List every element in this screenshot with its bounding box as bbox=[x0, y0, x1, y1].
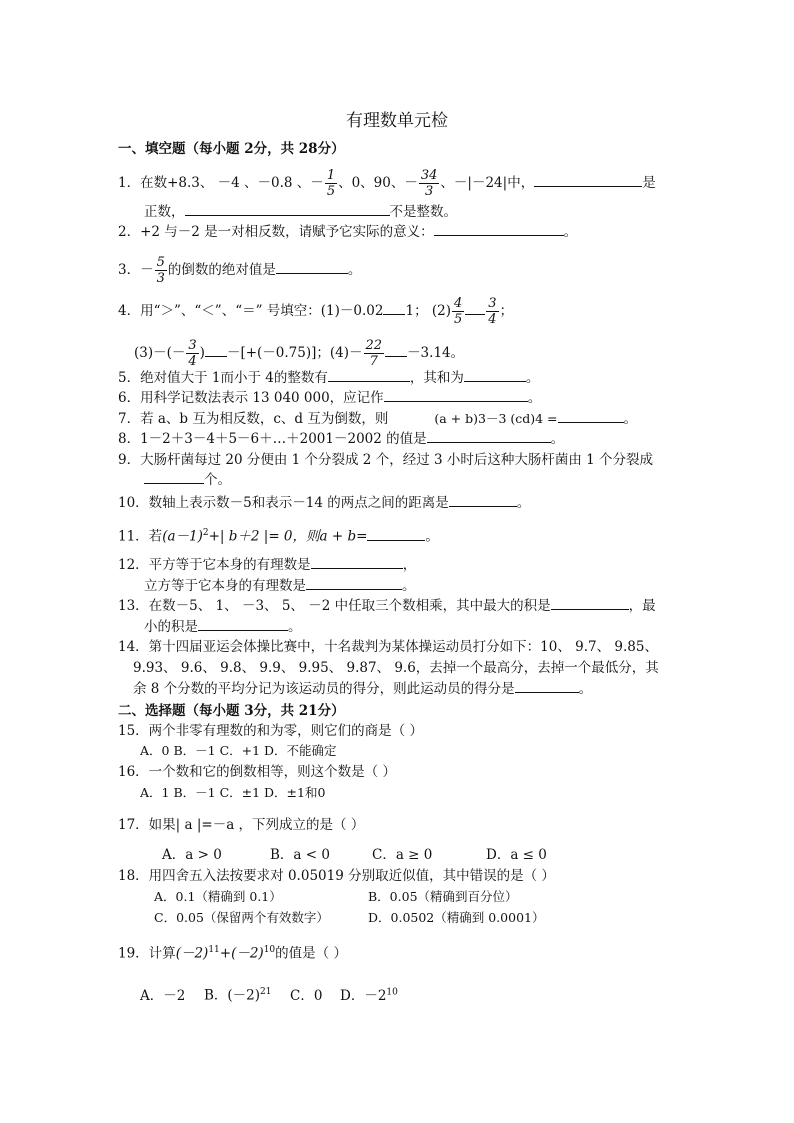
question-6: 6．用科学记数法表示 13 040 000，应记作 。 bbox=[118, 390, 542, 406]
question-2: 2．+2 与－2 是一对相反数，请赋予它实际的意义： 。 bbox=[118, 224, 578, 240]
fraction: $\frac{3}{4}$ bbox=[488, 296, 497, 327]
question-18-options-row1 bbox=[154, 888, 682, 906]
question-1-cont: 正数， 不是整数。 bbox=[144, 204, 457, 220]
question-18: 18．用四舍五入法按要求对 0.05019 分别取近似值，其中错误的是（ ） bbox=[118, 868, 555, 884]
question-15-options: A．0 B．－1 C．+1 D．不能确定 bbox=[140, 743, 337, 758]
answer-blank[interactable] bbox=[551, 597, 629, 610]
answer-blank[interactable] bbox=[306, 577, 402, 590]
question-4-cont: (3)－(－ $\frac{3}{4}$ ) －[+(－0.75)]；(4)－ $\frac{22}{7}$ －3.14。 bbox=[134, 338, 465, 369]
fraction: $\frac{4}{5}$ bbox=[454, 296, 463, 327]
question-3: 3．－ $\frac{5}{3}$ 的倒数的绝对值是 。 bbox=[118, 255, 362, 286]
question-7: 7．若 a、b 互为相反数，c、d 互为倒数，则 (a + b)3－3 (cd)4 = 。 bbox=[118, 411, 638, 427]
answer-blank[interactable] bbox=[465, 302, 485, 315]
question-15: 15．两个非零有理数的和为零，则它们的商是（ ） bbox=[118, 723, 423, 739]
document-title: 有理数单元检 bbox=[346, 111, 448, 131]
question-10: 10．数轴上表示数－5和表示－14 的两点之间的距离是 。 bbox=[118, 495, 531, 511]
option-c[interactable]: C．0 bbox=[290, 987, 323, 1004]
answer-blank[interactable] bbox=[434, 223, 564, 236]
answer-blank[interactable] bbox=[427, 430, 551, 443]
question-14-cont: 9.93、 9.6、 9.8、 9.9、 9.95、 9.87、 9.6，去掉一个最高分，去掉一个最低分，其 bbox=[133, 660, 659, 676]
option-d[interactable]: D．$-2^{10}$ bbox=[340, 987, 398, 1004]
question-1: 1．在数+8.3、 －4 、－0.8 、－ $\frac{1}{5}$ 、0、90、－ $\frac{34}{3}$ 、－|－24|中， 是 bbox=[118, 168, 656, 199]
answer-blank[interactable] bbox=[367, 528, 425, 541]
answer-blank[interactable] bbox=[185, 203, 390, 216]
section-choice-heading: 二、选择题（每小题 3分，共 21分） bbox=[118, 703, 345, 719]
option-b[interactable]: B．0.05（精确到百分位） bbox=[368, 889, 518, 904]
question-11: 11．若$(a-1)^2+|$ b＋2 |= 0，则a + b= 。 bbox=[118, 528, 439, 545]
fraction: $\frac{3}{4}$ bbox=[188, 338, 197, 369]
question-12-cont: 立方等于它本身的有理数是 。 bbox=[144, 578, 416, 594]
question-13: 13．在数－5、 1、 －3、 5、 －2 中任取三个数相乘，其中最大的积是 ，最 bbox=[118, 598, 656, 614]
answer-blank[interactable] bbox=[383, 302, 405, 315]
answer-blank[interactable] bbox=[515, 680, 579, 693]
answer-blank[interactable] bbox=[534, 174, 642, 187]
option-a[interactable]: A．0.1（精确到 0.1） bbox=[154, 889, 282, 904]
question-17-options bbox=[162, 846, 682, 864]
option-b[interactable]: B．a < 0 bbox=[270, 847, 330, 863]
answer-blank[interactable] bbox=[198, 618, 288, 631]
question-9: 9．大肠杆菌每过 20 分便由 1 个分裂成 2 个，经过 3 小时后这种大肠杆菌由 1 个分裂成 bbox=[118, 452, 654, 468]
question-16-options: A．1 B．－1 C．±1 D．±1和0 bbox=[140, 785, 326, 800]
answer-blank[interactable] bbox=[384, 389, 528, 402]
question-12: 12．平方等于它本身的有理数是 ， bbox=[118, 557, 417, 573]
answer-blank[interactable] bbox=[449, 494, 517, 507]
answer-blank[interactable] bbox=[385, 344, 407, 357]
answer-blank[interactable] bbox=[328, 369, 410, 382]
option-c[interactable]: C．a ≥ 0 bbox=[372, 847, 433, 863]
question-5: 5．绝对值大于 1而小于 4的整数有 ，其和为 。 bbox=[118, 370, 540, 386]
answer-blank[interactable] bbox=[205, 344, 227, 357]
answer-blank[interactable] bbox=[558, 410, 624, 423]
option-c[interactable]: C．0.05（保留两个有效数字） bbox=[154, 910, 329, 925]
option-a[interactable]: A．－2 bbox=[140, 987, 186, 1004]
option-a[interactable]: A．a > 0 bbox=[162, 847, 222, 863]
fraction: $\frac{22}{7}$ bbox=[365, 338, 383, 369]
question-19: 19．计算$(-2)^{11}+(-2)^{10}$的值是（ ） bbox=[118, 945, 347, 962]
question-18-options-row2 bbox=[154, 909, 682, 927]
fraction: $\frac{5}{3}$ bbox=[156, 255, 165, 286]
fraction: $\frac{1}{5}$ bbox=[326, 168, 336, 199]
question-13-cont: 小的积是 。 bbox=[144, 619, 302, 635]
question-16: 16．一个数和它的倒数相等，则这个数是（ ） bbox=[118, 764, 396, 780]
option-b[interactable]: B．$(-2)^{21}$ bbox=[204, 987, 272, 1004]
question-17: 17．如果| a |=－a ，下列成立的是（ ） bbox=[118, 817, 365, 833]
question-14: 14．第十四届亚运会体操比赛中，十名裁判为某体操运动员打分如下：10、 9.7、 9.85、 bbox=[118, 639, 658, 655]
answer-blank[interactable] bbox=[144, 471, 204, 484]
answer-blank[interactable] bbox=[276, 261, 348, 274]
answer-blank[interactable] bbox=[464, 369, 526, 382]
question-4: 4．用“＞”、“＜”、“＝” 号填空：(1)－0.02 1； (2) $\frac{4}{5}$ $\frac{3}{4}$ ； bbox=[118, 296, 514, 327]
question-8: 8．1－2＋3－4＋5－6＋…＋2001－2002 的值是 。 bbox=[118, 431, 565, 447]
option-d[interactable]: D．0.0502（精确到 0.0001） bbox=[368, 910, 545, 925]
question-14-cont2: 余 8 个分数的平均分记为该运动员的得分，则此运动员的得分是 。 bbox=[133, 681, 593, 697]
question-9-cont: 个。 bbox=[144, 471, 682, 489]
fraction: $\frac{34}{3}$ bbox=[420, 168, 438, 199]
answer-blank[interactable] bbox=[311, 556, 403, 569]
section-fill-in-heading: 一、填空题（每小题 2分，共 28分） bbox=[118, 141, 345, 157]
question-19-options bbox=[140, 983, 682, 1005]
option-d[interactable]: D．a ≤ 0 bbox=[486, 847, 547, 863]
